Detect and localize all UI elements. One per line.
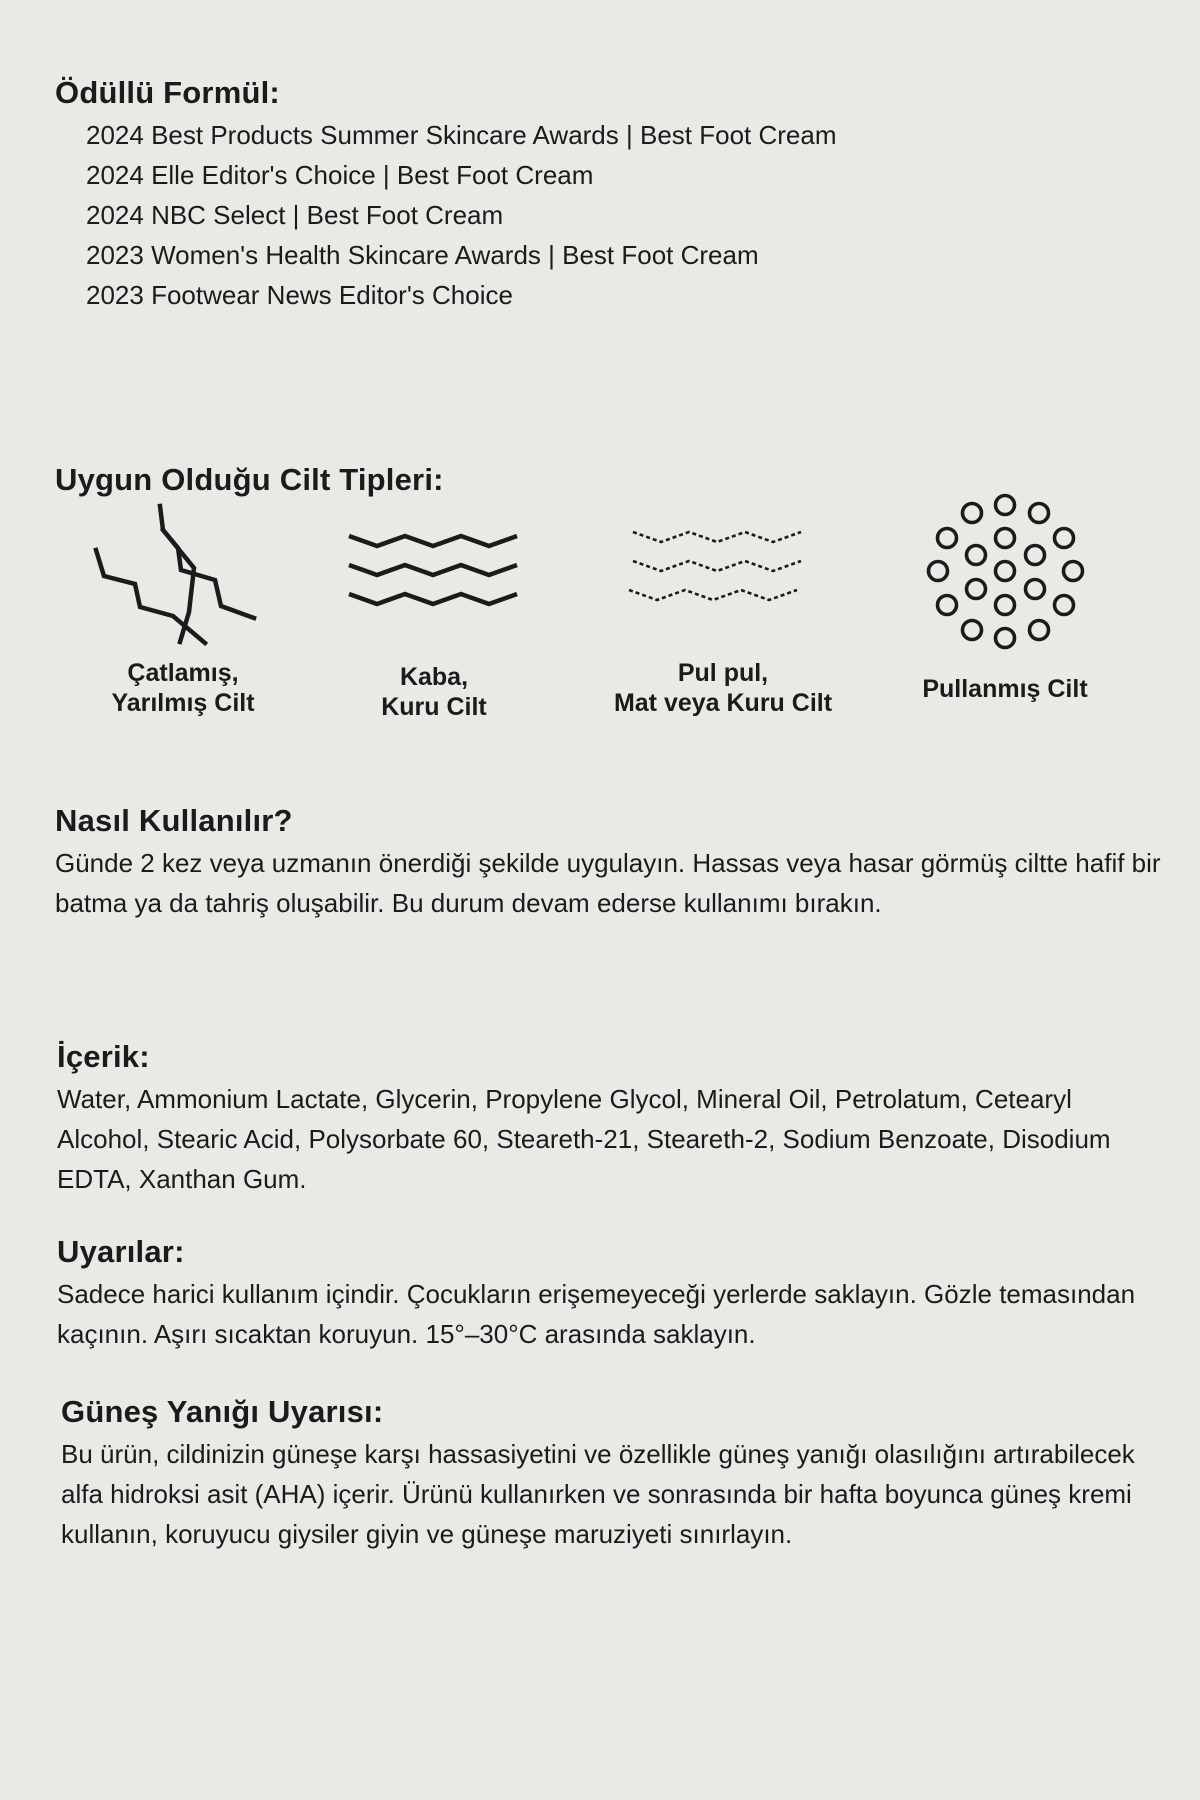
- skin-label-rough: [284, 662, 584, 722]
- ingredients-heading: İçerik:: [57, 1039, 150, 1074]
- sunburn-heading: Güneş Yanığı Uyarısı:: [61, 1394, 384, 1429]
- skin-label-line1: Çatlamış,: [127, 659, 239, 687]
- ingredients-text: Water, Ammonium Lactate, Glycerin, Propylene Glycol, Mineral Oil, Petrolatum, Cetearyl Alcohol, Stearic Acid, Polysorbate 60, Steareth-21, Steareth-2, Sodium Benzoate, Disodium EDTA, Xanthan Gum.: [57, 1084, 1111, 1194]
- scaly-skin-icon: [855, 488, 1155, 663]
- skin-label-line2: Kuru Cilt: [381, 693, 487, 721]
- usage-section: [55, 801, 1165, 923]
- ingredients-section: [57, 1037, 1167, 1199]
- skin-type-flaky: [573, 488, 873, 728]
- skin-type-scaly: [855, 488, 1155, 728]
- award-item: 2024 Elle Editor's Choice | Best Foot Cream: [86, 160, 594, 190]
- skin-label-scaly: [855, 674, 1155, 704]
- skin-types-heading: Uygun Olduğu Cilt Tipleri:: [55, 462, 444, 497]
- usage-heading: Nasıl Kullanılır?: [55, 803, 293, 838]
- skin-label-line1: Pullanmış Cilt: [922, 675, 1088, 703]
- skin-types-row: [0, 488, 1200, 728]
- skin-label-line1: Kaba,: [399, 663, 469, 691]
- warnings-text: Sadece harici kullanım içindir. Çocukların erişemeyeceği yerlerde saklayın. Gözle temasından kaçının. Aşırı sıcaktan koruyun. 15°–30°C arasında saklayın.: [57, 1279, 1136, 1349]
- award-item: 2023 Footwear News Editor's Choice: [86, 280, 513, 310]
- flaky-skin-icon: [573, 488, 873, 663]
- warnings-section: [57, 1232, 1167, 1354]
- award-item: 2024 NBC Select | Best Foot Cream: [86, 200, 504, 230]
- skin-label-line2: Yarılmış Cilt: [111, 689, 255, 717]
- rough-skin-icon: [284, 488, 584, 663]
- skin-label-flaky: [573, 658, 873, 718]
- warnings-heading: Uyarılar:: [57, 1234, 185, 1269]
- award-item: 2024 Best Products Summer Skincare Awards | Best Foot Cream: [86, 120, 837, 150]
- sunburn-section: [61, 1392, 1171, 1554]
- skin-label-line2: Mat veya Kuru Cilt: [613, 689, 833, 717]
- awards-list: [55, 115, 1165, 315]
- skin-label-line1: Pul pul,: [677, 659, 769, 687]
- awards-section: [55, 73, 1165, 315]
- skin-type-rough: [284, 488, 584, 728]
- sunburn-text: Bu ürün, cildinizin güneşe karşı hassasiyetini ve özellikle güneş yanığı olasılığını artırabilecek alfa hidroksi asit (AHA) içerir. Ürünü kullanırken ve sonrasında bir hafta boyunca güneş kremi kullanın, koruyucu giysiler giyin ve güneşe maruziyeti sınırlayın.: [61, 1439, 1135, 1549]
- usage-text: Günde 2 kez veya uzmanın önerdiği şekilde uygulayın. Hassas veya hasar görmüş ciltte hafif bir batma ya da tahriş oluşabilir. Bu durum devam ederse kullanımı bırakın.: [55, 848, 1161, 918]
- award-item: 2023 Women's Health Skincare Awards | Best Foot Cream: [86, 240, 759, 270]
- awards-heading: Ödüllü Formül:: [55, 75, 280, 110]
